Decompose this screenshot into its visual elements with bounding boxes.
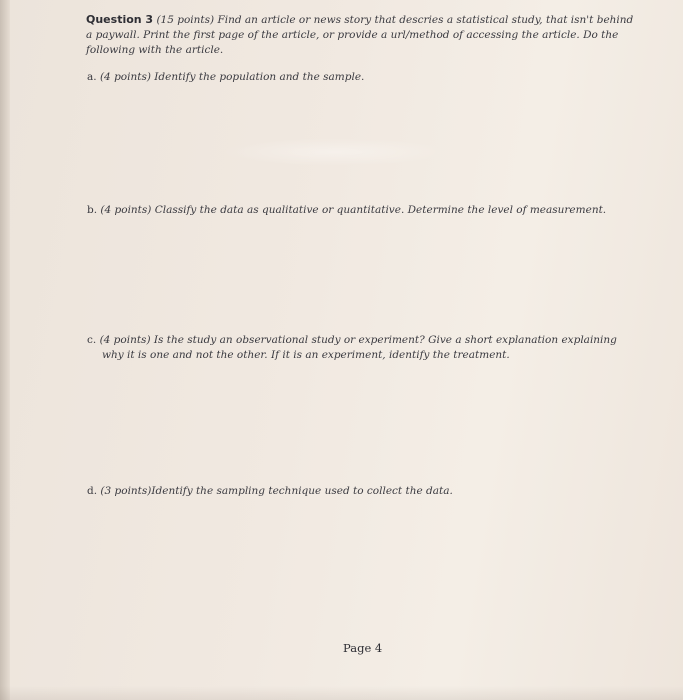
question-points: (15 points) [156, 14, 215, 26]
part-d-text: (3 points)Identify the sampling technique used to collect the data. [100, 485, 453, 497]
part-d-letter: d. [87, 485, 98, 497]
part-b [87, 203, 647, 218]
part-b-text: (4 points) Classify the data as qualitative or quantitative. Determine the level of measurement. [100, 204, 607, 216]
question-label: Question 3 [86, 13, 154, 26]
page-edge-shadow [0, 0, 10, 700]
question-header-line-1 [86, 12, 646, 28]
question-text-line-1: Find an article or news story that descries a statistical study, that isn't behind [217, 14, 634, 26]
part-c-text-line-1: (4 points) Is the study an observational study or experiment? Give a short explanation explaining [99, 334, 617, 346]
part-a-text: (4 points) Identify the population and the sample. [99, 71, 365, 83]
question-text-line-3: following with the article. [86, 44, 224, 56]
part-d [87, 484, 647, 499]
part-a [87, 70, 647, 85]
part-b-letter: b. [87, 204, 98, 216]
part-a-letter: a. [87, 71, 97, 83]
bottom-shadow [0, 686, 683, 700]
page-number: Page 4 [343, 641, 383, 655]
part-c-letter: c. [87, 334, 97, 346]
question-header [86, 12, 646, 58]
part-c [87, 333, 647, 363]
part-c-text-line-2: why it is one and not the other. If it is an experiment, identify the treatment. [102, 349, 510, 361]
question-text-line-2: a paywall. Print the first page of the article, or provide a url/method of accessing the article. Do the [86, 29, 619, 41]
bleed-through-mark [220, 138, 450, 166]
